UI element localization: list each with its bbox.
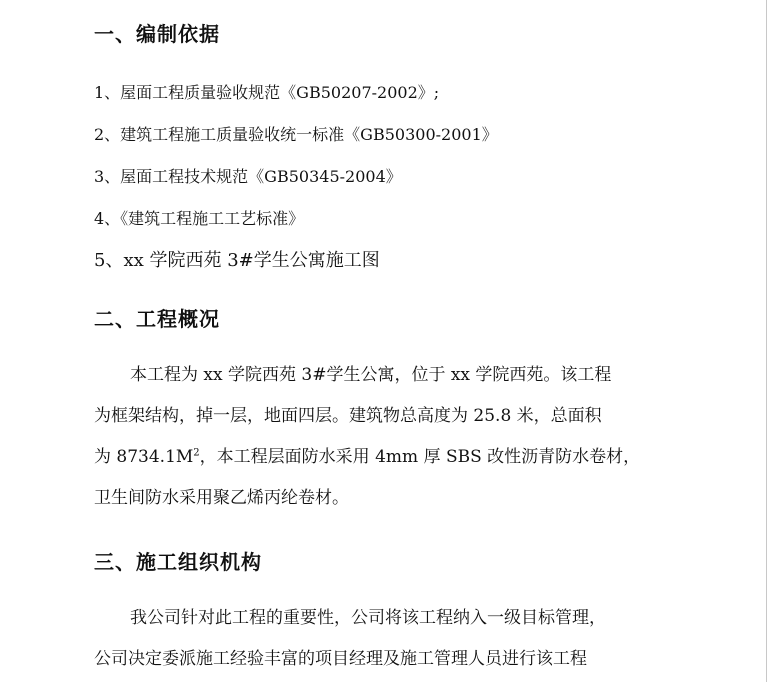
basis-item-1: 1、屋面工程质量验收规范《GB50207-2002》; <box>94 83 440 102</box>
overview-line-2: 为框架结构，掉一层，地面四层。建筑物总高度为 25.8 米，总面积 <box>94 406 602 426</box>
basis-item-2: 2、建筑工程施工质量验收统一标准《GB50300-2001》 <box>94 125 498 144</box>
basis-item-5: 5、xx 学院西苑 3#学生公寓施工图 <box>94 250 380 271</box>
basis-item-4: 4、《建筑工程施工工艺标准》 <box>94 209 305 228</box>
organization-line-2: 公司决定委派施工经验丰富的项目经理及施工管理人员进行该工程 <box>94 649 587 669</box>
organization-line-1: 我公司针对此工程的重要性，公司将该工程纳入一级目标管理， <box>130 608 606 628</box>
area-superscript: 2 <box>193 447 200 459</box>
overview-line-3-b: ，本工程层面防水采用 4mm 厚 SBS 改性沥青防水卷材， <box>199 447 641 467</box>
overview-line-1: 本工程为 xx 学院西苑 3#学生公寓，位于 xx 学院西苑。该工程 <box>130 365 612 385</box>
organization-paragraph <box>94 598 654 680</box>
section-heading-basis: 一、编制依据 <box>94 22 220 46</box>
basis-item-3: 3、屋面工程技术规范《GB50345-2004》 <box>94 167 402 186</box>
overview-paragraph <box>94 355 654 519</box>
overview-line-3-a: 为 8734.1M <box>94 447 194 467</box>
overview-line-4: 卫生间防水采用聚乙烯丙纶卷材。 <box>94 488 349 508</box>
section-heading-organization: 三、施工组织机构 <box>94 550 262 574</box>
overview-line-3 <box>94 437 654 478</box>
page-edge-divider <box>766 0 767 682</box>
section-heading-overview: 二、工程概况 <box>94 307 220 331</box>
